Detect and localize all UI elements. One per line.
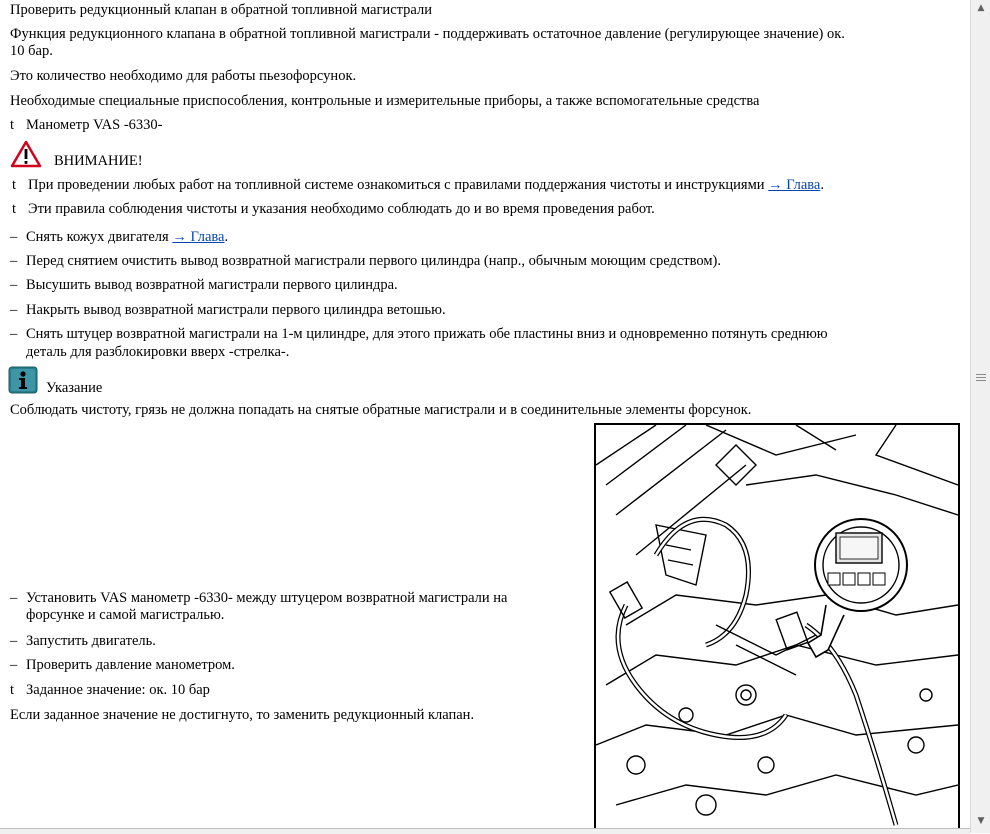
warning-item-2-text: Эти правила соблюдения чистоты и указания необходимо соблюдать до и во время проведения работ.	[28, 201, 655, 217]
warning-item-1-text: При проведении любых работ на топливной системе ознакомиться с правилами поддержания чистоты и инструкциями	[28, 177, 765, 193]
note-text: Соблюдать чистоту, грязь не должна попадать на снятые обратные магистрали и в соединительные элементы форсунок.	[10, 402, 752, 418]
step-text: Накрыть вывод возвратной магистрали первого цилиндра ветошью.	[26, 302, 446, 318]
tool-list-item	[10, 117, 162, 134]
chapter-link[interactable]: → Глава	[172, 229, 225, 245]
note-title: Указание	[46, 380, 103, 396]
scroll-down-icon[interactable]: ▼	[977, 816, 985, 826]
info-icon	[8, 366, 38, 394]
procedure-final-note: Если заданное значение не достигнуто, то заменить редукционный клапан.	[10, 707, 475, 723]
step-text: Перед снятием очистить вывод возвратной магистрали первого цилиндра (напр., обычным моющим средством).	[26, 253, 721, 269]
warning-item-2	[12, 201, 655, 218]
procedure-check-pressure	[10, 657, 235, 674]
scrollbar-thumb-grip[interactable]	[976, 374, 986, 384]
bullet-mark: t	[12, 201, 17, 217]
engine-line-drawing	[596, 425, 958, 831]
page-title: Проверить редукционный клапан в обратной топливной магистрали	[10, 2, 432, 18]
step-clean	[10, 253, 721, 270]
warning-title: ВНИМАНИЕ!	[54, 153, 143, 169]
pressure-gauge-installation-illustration	[594, 423, 960, 833]
vertical-scrollbar[interactable]	[970, 0, 990, 833]
dash-mark: –	[10, 590, 18, 606]
step-cover	[10, 302, 446, 319]
procedure-install-gauge	[10, 590, 507, 607]
dash-mark: –	[10, 253, 18, 269]
step-remove-fitting-cont: деталь для разблокировки вверх -стрелка-.	[26, 344, 290, 360]
bullet-mark: t	[12, 177, 17, 193]
procedure-start-engine	[10, 633, 156, 650]
window-bottom-edge	[0, 828, 970, 834]
dash-mark: –	[10, 326, 18, 342]
step-text: Установить VAS манометр -6330- между штуцером возвратной магистрали на	[26, 590, 508, 606]
warning-item-1: t При проведении любых работ на топливной системе ознакомиться с правилами поддержания чистоты и инструкциями → Глава.	[12, 177, 824, 193]
chapter-link[interactable]: → Глава	[768, 177, 821, 193]
intro-line-1: Функция редукционного клапана в обратной топливной магистрали - поддерживать остаточное давление (регулирующее значение) ок.	[10, 26, 845, 42]
procedure-install-gauge-cont: форсунке и самой магистралью.	[26, 607, 225, 623]
dash-mark: –	[10, 302, 18, 318]
bullet-mark: t	[10, 117, 15, 133]
intro-paragraph-2: Это количество необходимо для работы пьезофорсунок.	[10, 68, 357, 84]
step-dry	[10, 277, 398, 294]
intro-line-2: 10 бар.	[10, 43, 53, 59]
dash-mark: –	[10, 633, 18, 649]
spec-text: Заданное значение: ок. 10 бар	[26, 682, 210, 698]
tools-heading: Необходимые специальные приспособления, контрольные и измерительные приборы, а также вспомогательные средства	[10, 93, 760, 109]
step-text: Запустить двигатель.	[26, 633, 156, 649]
step-remove-cover: – Снять кожух двигателя → Глава.	[10, 229, 229, 245]
dash-mark: –	[10, 229, 18, 245]
step-text: Высушить вывод возвратной магистрали первого цилиндра.	[26, 277, 398, 293]
dash-mark: –	[10, 657, 18, 673]
scroll-up-icon[interactable]: ▲	[977, 3, 985, 13]
step-text: Снять кожух двигателя	[26, 229, 169, 245]
step-remove-fitting	[10, 326, 828, 343]
procedure-spec-value	[10, 682, 210, 699]
warning-triangle-icon	[10, 140, 42, 168]
tool-item-text: Манометр VAS -6330-	[26, 117, 163, 133]
step-text: Снять штуцер возвратной магистрали на 1-м цилиндре, для этого прижать обе пластины вниз и одновременно потянуть среднюю	[26, 326, 828, 342]
dash-mark: –	[10, 277, 18, 293]
bullet-mark: t	[10, 682, 15, 698]
step-text: Проверить давление манометром.	[26, 657, 235, 673]
